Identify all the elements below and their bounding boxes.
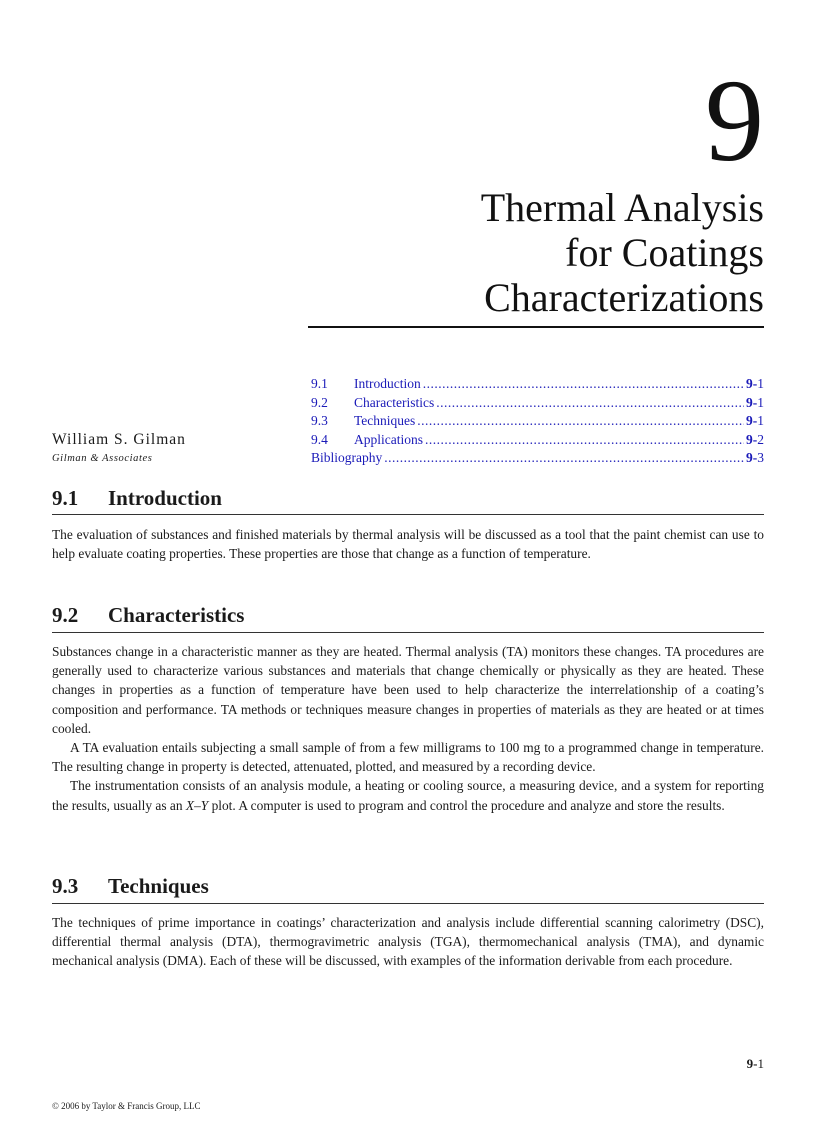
- chapter-title-line-2: for Coatings: [565, 230, 764, 275]
- section-title: Introduction: [108, 486, 222, 510]
- toc-entry-page: 9-2: [746, 431, 764, 447]
- chapter-title: [481, 185, 764, 320]
- toc-leader-dots: [425, 431, 744, 450]
- toc-entry-number: 9.3: [311, 413, 328, 428]
- paragraph: The evaluation of substances and finished materials by thermal analysis will be discussed as a tool that the paint chemist can use to help evaluate coating properties. These properties are those that change as a function of temperature.: [52, 527, 764, 562]
- toc-entry-characteristics[interactable]: [311, 394, 764, 413]
- copyright-notice: © 2006 by Taylor & Francis Group, LLC: [52, 1101, 201, 1111]
- toc-entry-number: 9.2: [311, 394, 328, 410]
- section-number: 9.1: [52, 486, 79, 510]
- section-body-introduction: [52, 525, 764, 563]
- section-number: 9.3: [52, 874, 79, 898]
- toc-entry-title: Techniques: [354, 413, 416, 428]
- toc-entry-title: Bibliography: [311, 450, 383, 465]
- table-of-contents: [311, 375, 764, 468]
- section-heading-introduction: [52, 486, 764, 511]
- toc-entry-title: Introduction: [354, 376, 421, 391]
- section-divider: [52, 632, 764, 633]
- toc-leader-dots: [436, 394, 744, 413]
- toc-entry-page: 9-1: [746, 394, 764, 410]
- section-title: Characteristics: [108, 603, 245, 627]
- toc-entry-applications[interactable]: [311, 431, 764, 450]
- toc-entry-page: 9-3: [746, 450, 764, 465]
- toc-entry-number: 9.1: [311, 376, 328, 391]
- section-heading-characteristics: [52, 603, 764, 628]
- section-body-characteristics: [52, 642, 764, 815]
- author-affiliation: Gilman & Associates: [52, 453, 153, 464]
- toc-entry-introduction[interactable]: [311, 375, 764, 394]
- section-heading-techniques: [52, 874, 764, 899]
- section-title: Techniques: [108, 874, 209, 898]
- toc-entry-title: Characteristics: [354, 394, 435, 410]
- page-number: 9-1: [746, 1056, 764, 1071]
- toc-entry-page: 9-1: [746, 413, 764, 428]
- toc-entry-number: 9.4: [311, 431, 328, 447]
- section-divider: [52, 903, 764, 904]
- section-number: 9.2: [52, 603, 79, 627]
- paragraph: The instrumentation consists of an analysis module, a heating or cooling source, a measuring device, and a system for reporting the results, usually as an X–Y plot. A computer is used to program and control the procedure and analyze and store the results.: [52, 778, 764, 813]
- paragraph: Substances change in a characteristic manner as they are heated. Thermal analysis (TA) monitors these changes. TA procedures are generally used to characterize various substances and materials that change chemically or physically as they are heated. These changes in properties as a function of temperature have been used to help characterize the interrelationship of a coating’s composition and performance. TA methods or techniques measure changes in properties of materials as they are heated or at times cooled.: [52, 644, 764, 736]
- toc-entry-title: Applications: [354, 431, 423, 447]
- chapter-title-line-1: Thermal Analysis: [480, 185, 764, 230]
- section-body-techniques: [52, 913, 764, 971]
- paragraph: A TA evaluation entails subjecting a small sample of from a few milligrams to 100 mg to a programmed change in temperature. The resulting change in property is detected, attenuated, plotted, and measured by a recording device.: [52, 740, 764, 775]
- toc-entry-techniques[interactable]: [311, 412, 764, 431]
- toc-entry-page: 9-1: [746, 376, 764, 391]
- chapter-number: 9: [705, 55, 764, 186]
- toc-entry-bibliography[interactable]: [311, 449, 764, 468]
- section-divider: [52, 514, 764, 515]
- paragraph: The techniques of prime importance in coatings’ characterization and analysis include differential scanning calorimetry (DSC), differential thermal analysis (DTA), thermogravimetric analysis (TGA), thermomechanical analysis (TMA), and dynamic mechanical analysis (DMA). Each of these will be discussed, with examples of the information derivable from each procedure.: [52, 915, 764, 969]
- chapter-title-line-3: Characterizations: [484, 275, 764, 320]
- toc-leader-dots: [417, 412, 744, 431]
- title-divider: [308, 326, 764, 328]
- toc-leader-dots: [423, 375, 744, 394]
- toc-leader-dots: [384, 449, 744, 468]
- author-name: William S. Gilman: [52, 431, 186, 448]
